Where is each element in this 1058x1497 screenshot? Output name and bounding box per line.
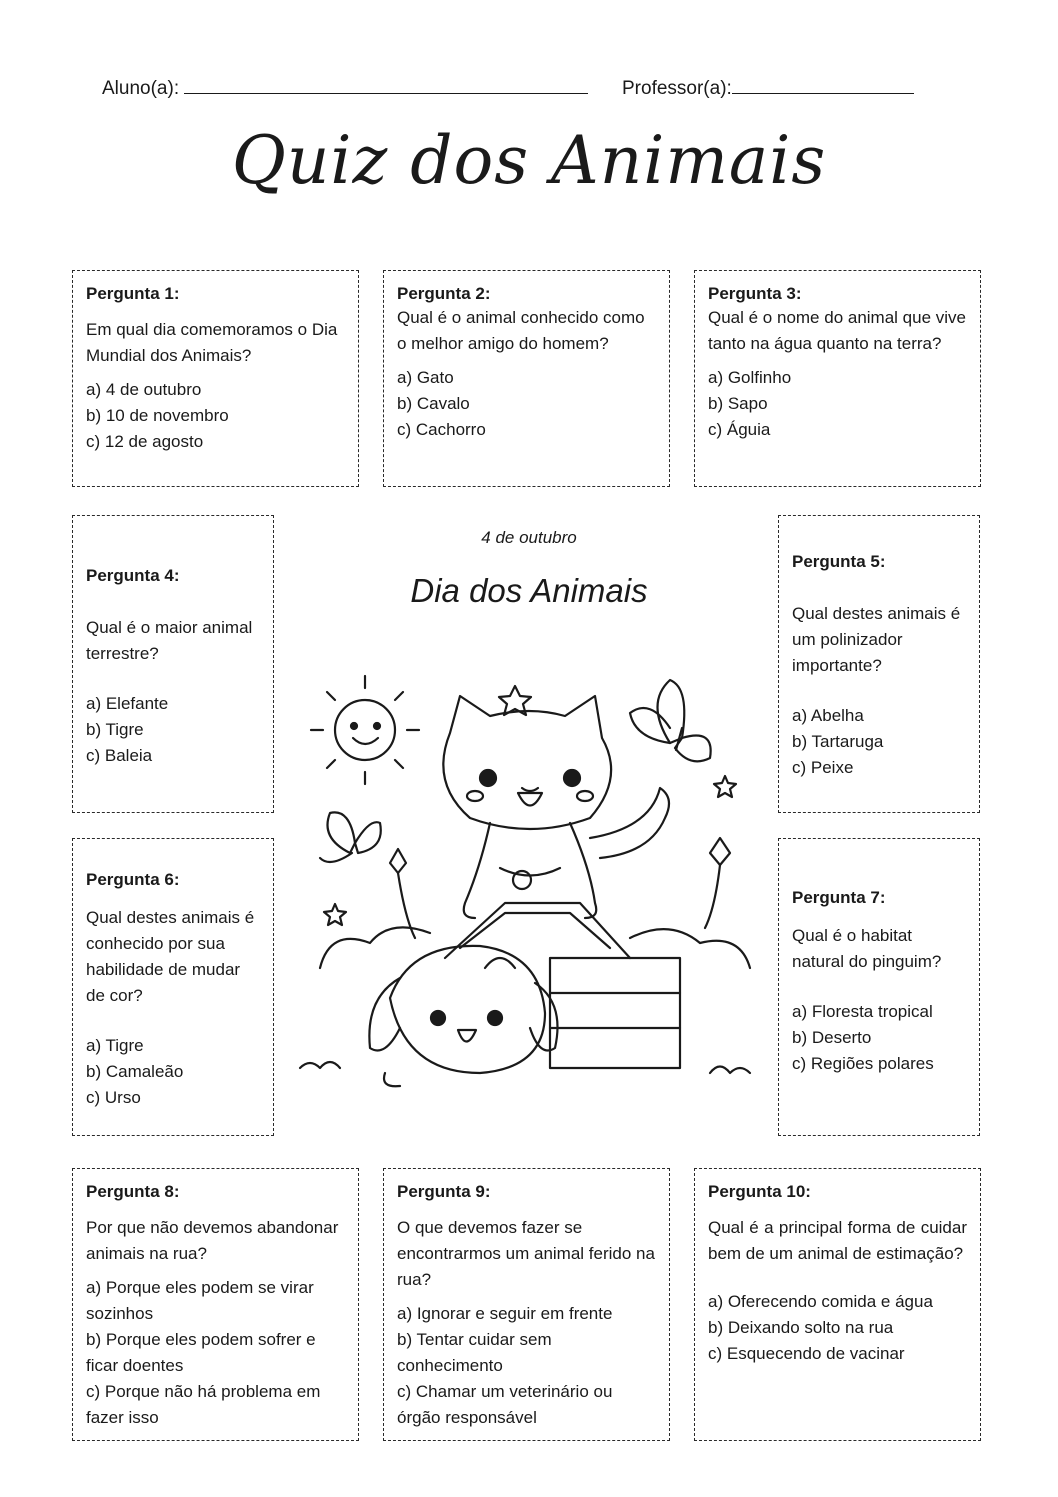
question-text: Qual é o maior animal terrestre?	[86, 618, 253, 663]
student-name-line	[184, 79, 588, 94]
teacher-label: Professor(a):	[622, 78, 732, 99]
question-card-8	[72, 1168, 359, 1441]
question-text: Qual destes animais é um polinizador importante?	[792, 604, 961, 675]
option[interactable]: a) Porque eles podem se virar sozinhos	[86, 1278, 314, 1323]
question-title: Pergunta 2:	[397, 284, 491, 303]
sun-icon	[311, 676, 419, 784]
option[interactable]: a) Tigre	[86, 1036, 144, 1055]
question-card-3	[694, 270, 981, 487]
question-title: Pergunta 8:	[86, 1182, 180, 1201]
question-options	[792, 999, 966, 1077]
question-options	[397, 1301, 656, 1431]
question-text: Por que não devemos abandonar animais na rua?	[86, 1218, 339, 1263]
option[interactable]: c) 12 de agosto	[86, 432, 204, 451]
question-options	[397, 365, 656, 443]
star-icon	[714, 776, 736, 797]
option[interactable]: b) Tentar cuidar sem conhecimento	[397, 1330, 552, 1375]
student-name-field[interactable]	[102, 78, 588, 100]
question-options	[86, 1033, 260, 1111]
coloring-illustration	[290, 668, 770, 1088]
option[interactable]: b) Sapo	[708, 394, 768, 413]
option[interactable]: b) Deixando solto na rua	[708, 1318, 894, 1337]
question-title: Pergunta 7:	[792, 888, 886, 907]
question-text: Qual é o habitat natural do pinguim?	[792, 926, 942, 971]
option[interactable]: b) 10 de novembro	[86, 406, 229, 425]
option[interactable]: b) Tartaruga	[792, 732, 884, 751]
option[interactable]: b) Tigre	[86, 720, 144, 739]
question-options	[708, 365, 967, 443]
question-title: Pergunta 1:	[86, 284, 180, 303]
question-card-4	[72, 515, 274, 813]
option[interactable]: a) Gato	[397, 368, 454, 387]
cat-illustration	[443, 696, 669, 918]
question-text: Em qual dia comemoramos o Dia Mundial dos Animais?	[86, 320, 338, 365]
question-text: Qual é a principal forma de cuidar bem de um animal de estimação?	[708, 1218, 967, 1263]
question-card-6	[72, 838, 274, 1136]
option[interactable]: c) Regiões polares	[792, 1054, 934, 1073]
option[interactable]: c) Baleia	[86, 746, 153, 765]
question-options	[792, 703, 966, 781]
option[interactable]: c) Porque não há problema em fazer isso	[86, 1382, 321, 1427]
option[interactable]: c) Águia	[708, 420, 771, 439]
option[interactable]: b) Cavalo	[397, 394, 470, 413]
option[interactable]: a) Golfinho	[708, 368, 792, 387]
question-title: Pergunta 9:	[397, 1182, 491, 1201]
option[interactable]: b) Porque eles podem sofrer e ficar doentes	[86, 1330, 316, 1375]
option[interactable]: c) Urso	[86, 1088, 141, 1107]
doghouse-illustration	[445, 903, 680, 1068]
question-title: Pergunta 4:	[86, 566, 180, 585]
option[interactable]: a) Abelha	[792, 706, 864, 725]
butterfly-icon	[630, 680, 711, 761]
question-text: Qual é o animal conhecido como o melhor amigo do homem?	[397, 308, 645, 353]
question-options	[708, 1289, 967, 1367]
option[interactable]: a) 4 de outubro	[86, 380, 202, 399]
butterfly-icon	[320, 812, 381, 862]
teacher-name-field[interactable]	[622, 78, 914, 100]
question-card-5	[778, 515, 980, 813]
option[interactable]: a) Floresta tropical	[792, 1002, 933, 1021]
question-text: Qual destes animais é conhecido por sua habilidade de mudar de cor?	[86, 908, 255, 1005]
page-title: Quiz dos Animais	[231, 122, 827, 199]
question-options	[86, 1275, 345, 1431]
question-options	[86, 691, 260, 769]
question-title: Pergunta 6:	[86, 870, 180, 889]
question-card-9	[383, 1168, 670, 1441]
question-title: Pergunta 10:	[708, 1182, 811, 1201]
question-options	[86, 377, 345, 455]
question-title: Pergunta 3:	[708, 284, 802, 303]
question-card-2	[383, 270, 670, 487]
star-icon	[324, 904, 346, 925]
question-card-7	[778, 838, 980, 1136]
option[interactable]: c) Esquecendo de vacinar	[708, 1344, 905, 1363]
option[interactable]: b) Deserto	[792, 1028, 872, 1047]
question-text: O que devemos fazer se encontrarmos um animal ferido na rua?	[397, 1218, 655, 1289]
option[interactable]: c) Peixe	[792, 758, 854, 777]
dog-illustration	[369, 946, 557, 1086]
question-text: Qual é o nome do animal que vive tanto na água quanto na terra?	[708, 308, 966, 353]
question-card-10	[694, 1168, 981, 1441]
student-label: Aluno(a):	[102, 78, 180, 99]
option[interactable]: a) Oferecendo comida e água	[708, 1292, 933, 1311]
option[interactable]: a) Elefante	[86, 694, 169, 713]
option[interactable]: a) Ignorar e seguir em frente	[397, 1304, 613, 1323]
option[interactable]: c) Chamar um veterinário ou órgão responsável	[397, 1382, 613, 1427]
event-title: Dia dos Animais	[410, 572, 648, 609]
question-card-1	[72, 270, 359, 487]
event-date: 4 de outubro	[481, 528, 577, 547]
question-title: Pergunta 5:	[792, 552, 886, 571]
teacher-name-line	[732, 79, 914, 94]
option[interactable]: c) Cachorro	[397, 420, 486, 439]
option[interactable]: b) Camaleão	[86, 1062, 184, 1081]
